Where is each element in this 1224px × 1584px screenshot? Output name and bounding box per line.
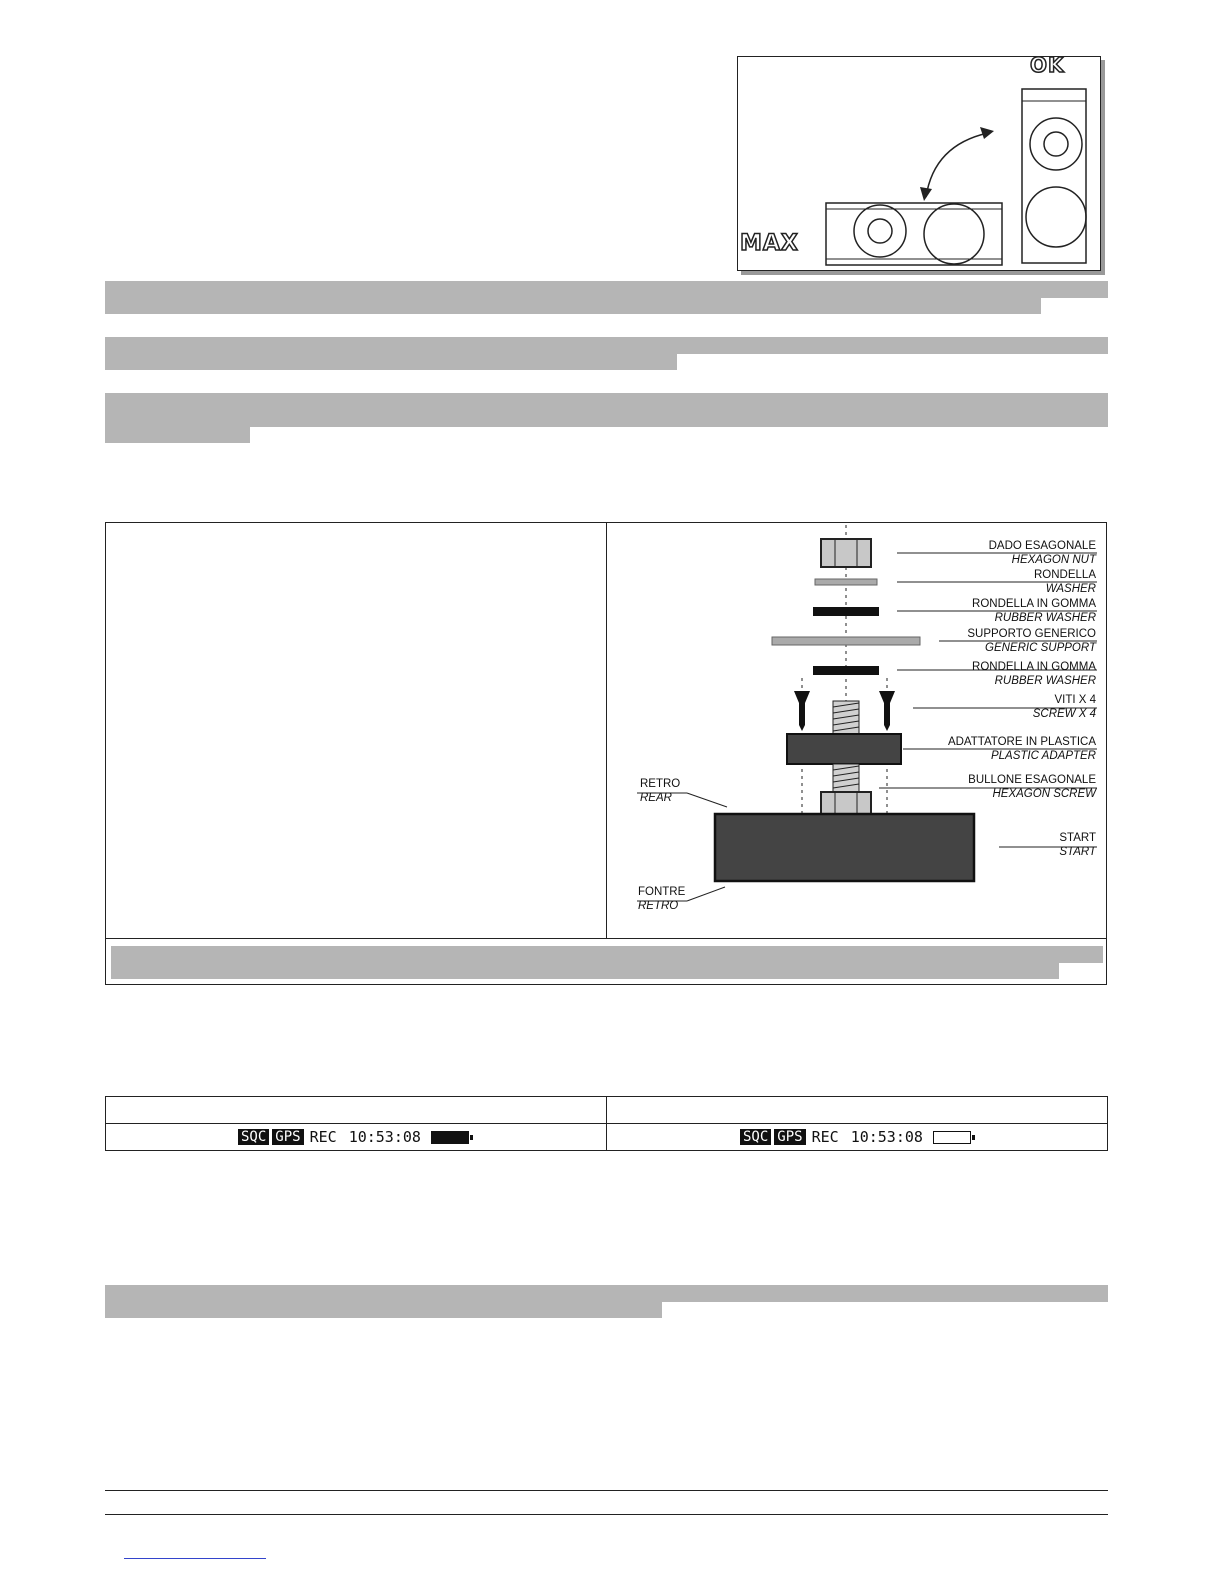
part-label: BULLONE ESAGONALE HEXAGON SCREW: [968, 774, 1096, 800]
part-label: RONDELLA IN GOMMA RUBBER WASHER: [972, 661, 1096, 687]
highlight-bar: [105, 354, 677, 370]
highlight-bar: [105, 298, 1041, 314]
highlight-bar: [105, 1302, 662, 1318]
status-bar-empty-battery: [740, 1128, 971, 1146]
time-display: 10:53:08: [850, 1128, 923, 1146]
part-label: SUPPORTO GENERICO GENERIC SUPPORT: [967, 628, 1096, 654]
part-label: VITI X 4 SCREW X 4: [1032, 694, 1096, 720]
front-label: FONTRE RETRO: [638, 886, 686, 912]
footer-link-underline[interactable]: [124, 1558, 266, 1559]
gps-chip: GPS: [272, 1129, 303, 1145]
part-label: RONDELLA IN GOMMA RUBBER WASHER: [972, 598, 1096, 624]
part-label: DADO ESAGONALE HEXAGON NUT: [988, 540, 1096, 566]
part-label: START START: [1059, 832, 1096, 858]
sqc-chip: SQC: [238, 1129, 269, 1145]
status-bar-table: [105, 1096, 1108, 1151]
time-display: 10:53:08: [348, 1128, 421, 1146]
orientation-figure: [737, 53, 1101, 271]
orientation-drawing: [738, 57, 1100, 270]
footer-rule: [105, 1490, 1108, 1491]
battery-fill: [432, 1132, 468, 1143]
caption-highlight: [111, 963, 1059, 979]
ok-label: OK: [1030, 53, 1065, 77]
battery-icon: [933, 1131, 971, 1144]
part-label: ADATTATORE IN PLASTICA PLASTIC ADAPTER: [947, 736, 1096, 762]
highlight-bar: [105, 427, 250, 443]
rec-label: REC: [811, 1128, 839, 1146]
rear-label: RETRO REAR: [640, 778, 681, 804]
footer-rule: [105, 1514, 1108, 1515]
battery-icon: [431, 1131, 469, 1144]
status-bar-full-battery: [238, 1128, 469, 1146]
max-label: MAX: [740, 231, 799, 256]
sqc-chip: SQC: [740, 1129, 771, 1145]
highlight-bar: [105, 337, 1108, 354]
highlight-bar: [105, 281, 1108, 298]
part-label: RONDELLA WASHER: [1034, 569, 1096, 595]
highlight-bar: [105, 1285, 1108, 1302]
caption-highlight: [111, 946, 1103, 963]
mounting-diagram: [607, 523, 1107, 937]
gps-chip: GPS: [774, 1129, 805, 1145]
highlight-bar: [105, 393, 1108, 427]
mounting-diagram-table: [105, 522, 1107, 985]
rec-label: REC: [309, 1128, 337, 1146]
